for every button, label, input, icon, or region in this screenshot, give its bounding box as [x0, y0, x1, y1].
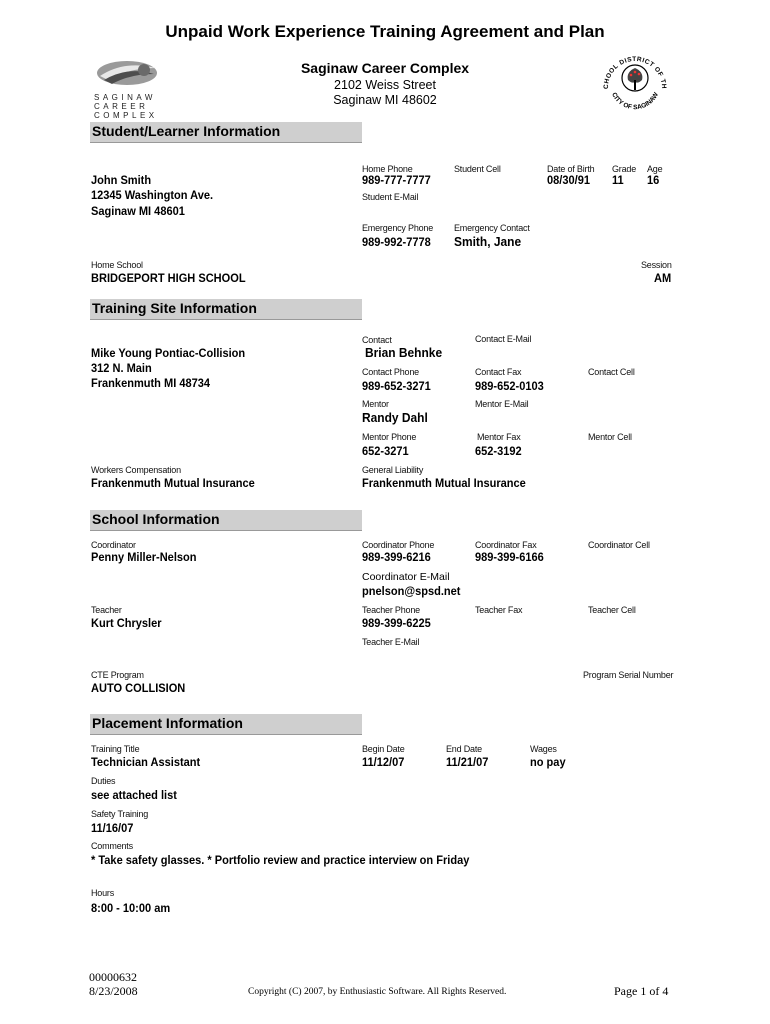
hours: 8:00 - 10:00 am: [91, 901, 171, 915]
contact-fax: 989-652-0103: [475, 379, 544, 393]
logo-line-1: SAGINAW: [94, 93, 156, 102]
begin-date-label: Begin Date: [362, 744, 405, 754]
student-street: 12345 Washington Ave.: [91, 188, 214, 202]
age: 16: [647, 173, 660, 187]
grade: 11: [612, 173, 624, 187]
begin-date: 11/12/07: [362, 755, 405, 769]
emergency-phone: 989-992-7778: [362, 235, 431, 249]
teacher-label: Teacher: [91, 605, 122, 615]
student-cell-label: Student Cell: [454, 164, 501, 174]
general-liability: Frankenmuth Mutual Insurance: [362, 476, 526, 490]
contact-phone-label: Contact Phone: [362, 367, 419, 377]
cte-program-label: CTE Program: [91, 670, 144, 680]
contact-phone: 989-652-3271: [362, 379, 431, 393]
program-serial-label: Program Serial Number: [583, 670, 674, 680]
coord-email: pnelson@spsd.net: [362, 584, 461, 598]
workers-comp: Frankenmuth Mutual Insurance: [91, 476, 255, 490]
coord-fax: 989-399-6166: [475, 550, 544, 564]
teacher-phone-label: Teacher Phone: [362, 605, 420, 615]
copyright: Copyright (C) 2007, by Enthusiastic Software. All Rights Reserved.: [248, 987, 507, 997]
dob-label: Date of Birth: [547, 164, 595, 174]
teacher-email-label: Teacher E-Mail: [362, 637, 420, 647]
logo-line-3: COMPLEX: [94, 111, 158, 120]
contact-email-label: Contact E-Mail: [475, 334, 532, 344]
teacher-name: Kurt Chrysler: [91, 616, 162, 630]
mentor-fax: 652-3192: [475, 444, 522, 458]
workers-comp-label: Workers Compensation: [91, 465, 181, 475]
coord-cell-label: Coordinator Cell: [588, 540, 650, 550]
mentor-label: Mentor: [362, 399, 389, 409]
end-date: 11/21/07: [446, 755, 489, 769]
document-title: Unpaid Work Experience Training Agreement and Plan: [165, 22, 605, 41]
session-label: Session: [641, 260, 672, 270]
contact-fax-label: Contact Fax: [475, 367, 522, 377]
contact-cell-label: Contact Cell: [588, 367, 635, 377]
training-title-label: Training Title: [91, 744, 140, 754]
org-street: 2102 Weiss Street: [334, 78, 436, 92]
doc-date: 8/23/2008: [89, 984, 138, 998]
site-name: Mike Young Pontiac-Collision: [91, 346, 246, 360]
home-school-label: Home School: [91, 260, 143, 270]
site-city: Frankenmuth MI 48734: [91, 376, 211, 390]
contact-label: Contact: [362, 335, 392, 345]
section-header-student: Student/Learner Information: [90, 122, 362, 143]
student-name: John Smith: [91, 173, 152, 187]
training-title: Technician Assistant: [91, 755, 201, 769]
general-liability-label: General Liability: [362, 465, 424, 475]
mentor-name: Randy Dahl: [362, 410, 428, 425]
emergency-contact: Smith, Jane: [454, 234, 522, 249]
page-number: Page 1 of 4: [614, 984, 669, 998]
svg-text:CITY OF SAGINAW: CITY OF SAGINAW: [610, 91, 660, 112]
coord-email-label: Coordinator E-Mail: [362, 571, 450, 583]
student-email-label: Student E-Mail: [362, 192, 419, 202]
teacher-fax-label: Teacher Fax: [475, 605, 523, 615]
tree-seal-icon: [598, 48, 672, 122]
duties-label: Duties: [91, 776, 116, 786]
swoosh-logo-icon: [94, 58, 160, 88]
age-label: Age: [647, 164, 663, 174]
home-phone-label: Home Phone: [362, 164, 413, 174]
coordinator-label: Coordinator: [91, 540, 136, 550]
home-phone: 989-777-7777: [362, 173, 431, 187]
mentor-fax-label: Mentor Fax: [477, 432, 521, 442]
mentor-phone-label: Mentor Phone: [362, 432, 417, 442]
section-header-training: Training Site Information: [90, 299, 362, 320]
site-street: 312 N. Main: [91, 361, 152, 375]
comments: * Take safety glasses. * Portfolio review and practice interview on Friday: [91, 853, 470, 867]
coord-phone: 989-399-6216: [362, 550, 431, 564]
coord-phone-label: Coordinator Phone: [362, 540, 435, 550]
district-seal: [598, 48, 672, 122]
grade-label: Grade: [612, 164, 637, 174]
home-school: BRIDGEPORT HIGH SCHOOL: [91, 271, 246, 285]
mentor-cell-label: Mentor Cell: [588, 432, 632, 442]
emergency-contact-label: Emergency Contact: [454, 223, 530, 233]
section-header-placement: Placement Information: [90, 714, 362, 735]
session: AM: [654, 271, 672, 285]
coordinator-name: Penny Miller-Nelson: [91, 550, 197, 564]
coord-fax-label: Coordinator Fax: [475, 540, 537, 550]
logo-line-2: CAREER: [94, 102, 149, 111]
safety-training-label: Safety Training: [91, 809, 149, 819]
mentor-phone: 652-3271: [362, 444, 409, 458]
doc-number: 00000632: [89, 970, 137, 984]
end-date-label: End Date: [446, 744, 482, 754]
safety-training: 11/16/07: [91, 821, 134, 835]
student-city: Saginaw MI 48601: [91, 204, 185, 218]
emergency-phone-label: Emergency Phone: [362, 223, 434, 233]
hours-label: Hours: [91, 888, 115, 898]
duties: see attached list: [91, 788, 177, 802]
svg-text:SCHOOL DISTRICT OF THE: CHOOL DISTRICT OF TH: [602, 55, 668, 90]
career-complex-logo: [94, 58, 164, 120]
dob: 08/30/91: [547, 173, 590, 187]
org-name: Saginaw Career Complex: [300, 60, 470, 76]
org-city: Saginaw MI 48602: [333, 93, 437, 107]
contact-name: Brian Behnke: [365, 345, 443, 360]
comments-label: Comments: [91, 841, 133, 851]
wages-label: Wages: [530, 744, 557, 754]
wages: no pay: [530, 755, 566, 769]
cte-program: AUTO COLLISION: [91, 681, 186, 695]
mentor-email-label: Mentor E-Mail: [475, 399, 529, 409]
teacher-cell-label: Teacher Cell: [588, 605, 636, 615]
section-header-school: School Information: [90, 510, 362, 531]
teacher-phone: 989-399-6225: [362, 616, 431, 630]
